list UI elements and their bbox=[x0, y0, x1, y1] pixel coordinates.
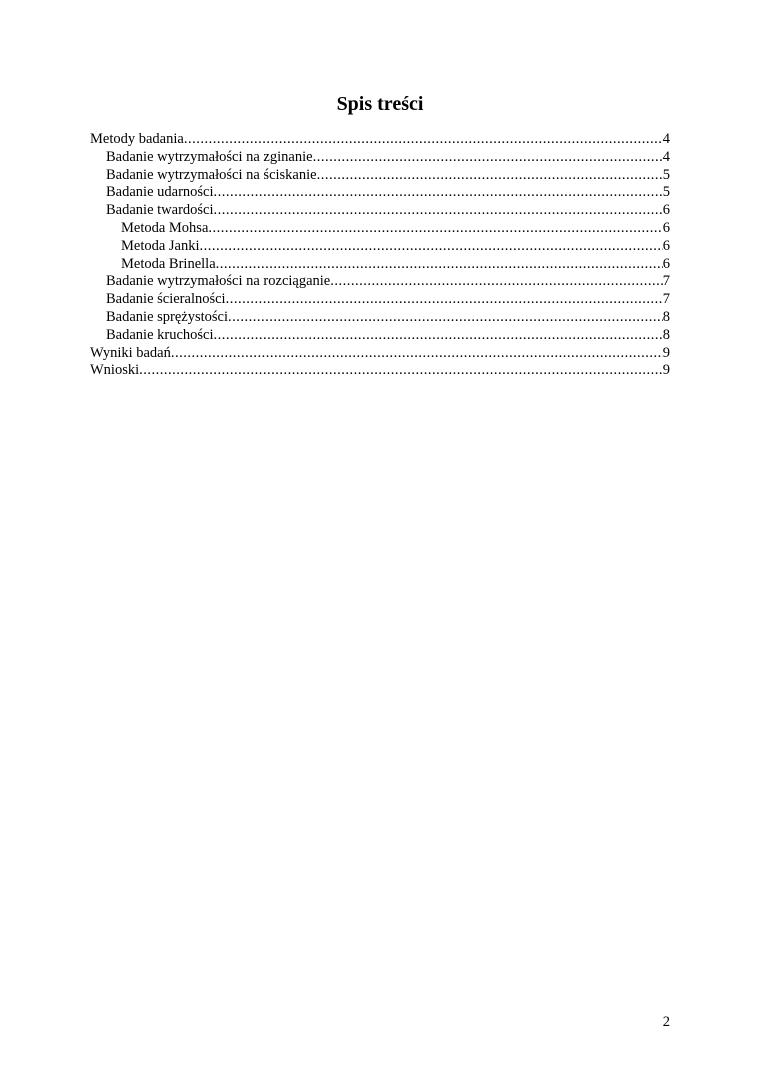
toc-entry-text: Metoda Mohsa bbox=[121, 219, 209, 236]
toc-dot-leader bbox=[330, 273, 663, 291]
toc-dot-leader bbox=[200, 238, 663, 256]
toc-dot-leader bbox=[184, 131, 663, 149]
page-number: 2 bbox=[662, 1014, 670, 1030]
toc-dot-leader bbox=[214, 184, 663, 202]
toc-dot-leader bbox=[216, 256, 663, 274]
toc-entry-page: 4 bbox=[662, 148, 670, 165]
toc-entry-text: Badanie ścieralności bbox=[106, 291, 226, 308]
toc-entry-page: 9 bbox=[662, 344, 670, 361]
toc-entry-page: 7 bbox=[662, 291, 670, 308]
toc-dot-leader bbox=[214, 202, 663, 220]
toc-entry[interactable] bbox=[90, 167, 670, 185]
toc-entry-page: 9 bbox=[662, 362, 670, 379]
toc-entry[interactable] bbox=[90, 345, 670, 363]
toc-entry-text: Badanie udarności bbox=[106, 184, 214, 201]
toc-entry-text: Wnioski bbox=[90, 362, 140, 379]
toc-entry[interactable] bbox=[90, 202, 670, 220]
toc-entry[interactable] bbox=[90, 220, 670, 238]
toc-entry-text: Badanie twardości bbox=[106, 202, 214, 219]
toc-entry-page: 4 bbox=[662, 131, 670, 147]
toc-entry-text: Badanie wytrzymałości na rozciąganie bbox=[106, 273, 331, 290]
toc-entry[interactable] bbox=[90, 238, 670, 256]
toc-entry[interactable] bbox=[90, 273, 670, 291]
toc-entry-text: Metoda Janki bbox=[121, 237, 200, 254]
toc-entry-page: 5 bbox=[662, 184, 670, 201]
toc-entry[interactable] bbox=[90, 149, 670, 167]
toc-entry[interactable] bbox=[90, 256, 670, 274]
toc-entry-page: 8 bbox=[662, 308, 670, 325]
toc-dot-leader bbox=[226, 291, 663, 309]
toc-entry-page: 6 bbox=[662, 255, 670, 272]
toc-dot-leader bbox=[208, 220, 662, 238]
toc-entry-page: 6 bbox=[662, 202, 670, 219]
toc-entry-text: Metody badania bbox=[90, 131, 184, 147]
toc-entry[interactable] bbox=[90, 291, 670, 309]
toc-dot-leader bbox=[139, 362, 663, 380]
toc-entry-page: 7 bbox=[662, 273, 670, 290]
toc-entry[interactable] bbox=[90, 309, 670, 327]
toc-entry-text: Wyniki badań bbox=[90, 344, 171, 361]
table-of-contents bbox=[90, 131, 670, 380]
toc-dot-leader bbox=[214, 327, 663, 345]
toc-entry-text: Badanie wytrzymałości na zginanie bbox=[106, 148, 313, 165]
toc-dot-leader bbox=[171, 345, 663, 363]
toc-title: Spis treści bbox=[336, 93, 424, 115]
toc-entry[interactable] bbox=[90, 362, 670, 380]
toc-entry-page: 5 bbox=[662, 166, 670, 183]
toc-entry[interactable] bbox=[90, 327, 670, 345]
toc-entry-page: 8 bbox=[662, 326, 670, 343]
toc-entry-page: 6 bbox=[662, 237, 670, 254]
toc-dot-leader bbox=[228, 309, 663, 327]
toc-dot-leader bbox=[317, 167, 663, 185]
toc-entry-page: 6 bbox=[662, 219, 670, 236]
toc-entry-text: Badanie sprężystości bbox=[106, 308, 229, 325]
toc-entry-text: Badanie kruchości bbox=[106, 326, 214, 343]
toc-entry-text: Badanie wytrzymałości na ściskanie bbox=[106, 166, 317, 183]
toc-entry[interactable] bbox=[90, 131, 670, 149]
toc-dot-leader bbox=[313, 149, 663, 167]
toc-entry-text: Metoda Brinella bbox=[121, 255, 216, 272]
toc-entry[interactable] bbox=[90, 184, 670, 202]
